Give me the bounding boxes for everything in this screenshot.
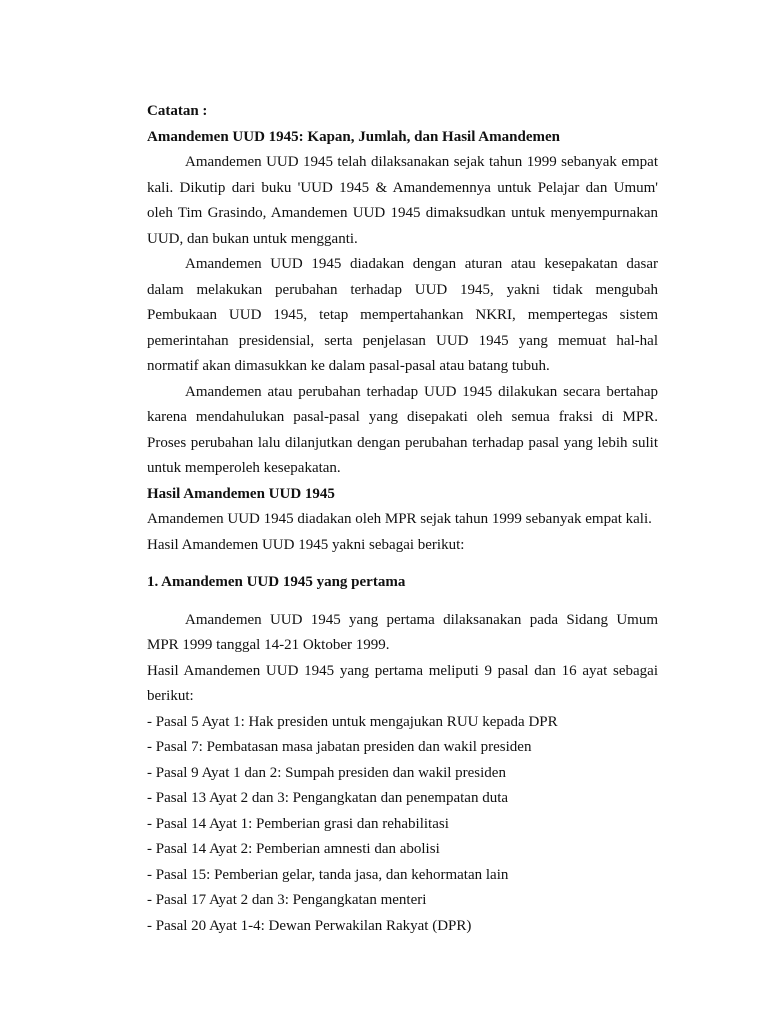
paragraph-line: Amandemen UUD 1945 diadakan dengan aturan atau kesepakatan dasar [185,256,658,272]
document-body [147,99,658,939]
list-item: - Pasal 5 Ayat 1: Hak presiden untuk mengajukan RUU kepada DPR [147,713,558,730]
paragraph-2 [147,252,658,380]
paragraph-3 [147,380,658,482]
paragraph-line: Hasil Amandemen UUD 1945 yakni sebagai berikut: [147,536,465,553]
paragraph-line: normatif akan dimasukkan ke dalam pasal-pasal atau batang tubuh. [147,358,550,374]
paragraph-line: kali. Dikutip dari buku 'UUD 1945 & Amandemennya untuk Pelajar dan Umum' [147,179,658,196]
list-item: - Pasal 15: Pemberian gelar, tanda jasa, dan kehormatan lain [147,866,509,883]
paragraph-line: Amandemen atau perubahan terhadap UUD 1945 dilakukan secara bertahap [185,383,658,400]
paragraph-line: Amandemen UUD 1945 diadakan oleh MPR sejak tahun 1999 sebanyak empat kali. [147,511,652,527]
hasil-heading: Hasil Amandemen UUD 1945 [147,485,335,502]
pasal-list [147,710,658,940]
paragraph-line: Pembukaan UUD 1945, tetap mempertahankan NKRI, mempertegas sistem [147,307,658,323]
section-1-paragraph [147,608,658,659]
paragraph-line: UUD, dan bukan untuk mengganti. [147,230,358,247]
paragraph-line: berikut: [147,688,194,704]
paragraph-1 [147,150,658,252]
list-item: - Pasal 13 Ayat 2 dan 3: Pengangkatan dan penempatan duta [147,790,509,806]
paragraph-line: Amandemen UUD 1945 yang pertama dilaksanakan pada Sidang Umum [185,611,658,628]
paragraph-line: dalam melakukan perubahan terhadap UUD 1945, yakni tidak mengubah [147,281,658,298]
paragraph-line: oleh Tim Grasindo, Amandemen UUD 1945 dimaksudkan untuk menyempurnakan [147,205,658,221]
list-item: - Pasal 20 Ayat 1-4: Dewan Perwakilan Rakyat (DPR) [147,917,472,934]
paragraph-line: Proses perubahan lalu dilanjutkan dengan perubahan terhadap pasal yang lebih sulit [147,434,658,451]
note-label: Catatan : [147,103,208,119]
hasil-paragraph [147,507,658,558]
list-item: - Pasal 7: Pembatasan masa jabatan presiden dan wakil presiden [147,739,532,755]
document-title: Amandemen UUD 1945: Kapan, Jumlah, dan Hasil Amandemen [147,128,560,145]
paragraph-line: untuk memperoleh kesepakatan. [147,460,341,476]
list-item: - Pasal 14 Ayat 2: Pemberian amnesti dan abolisi [147,841,440,857]
paragraph-line: Amandemen UUD 1945 telah dilaksanakan sejak tahun 1999 sebanyak empat [185,154,658,170]
list-item: - Pasal 9 Ayat 1 dan 2: Sumpah presiden dan wakil presiden [147,764,506,781]
list-item: - Pasal 14 Ayat 1: Pemberian grasi dan rehabilitasi [147,815,449,832]
paragraph-line: karena mendahulukan pasal-pasal yang disepakati oleh semua fraksi di MPR. [147,409,658,425]
paragraph-line: MPR 1999 tanggal 14-21 Oktober 1999. [147,637,390,653]
paragraph-line: pemerintahan presidensial, serta penjelasan UUD 1945 yang memuat hal-hal [147,332,658,349]
paragraph-line: Hasil Amandemen UUD 1945 yang pertama meliputi 9 pasal dan 16 ayat sebagai [147,662,658,679]
list-item: - Pasal 17 Ayat 2 dan 3: Pengangkatan menteri [147,892,427,908]
section-1-paragraph-2 [147,659,658,710]
section-1-heading: 1. Amandemen UUD 1945 yang pertama [147,574,406,590]
